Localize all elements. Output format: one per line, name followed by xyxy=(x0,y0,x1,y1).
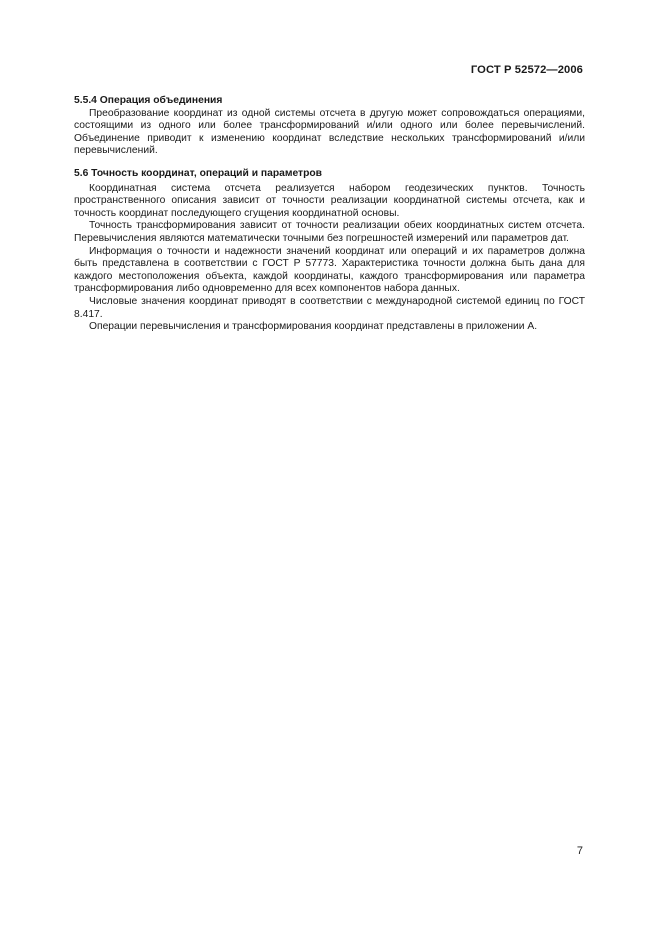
paragraph-5-6-4: Числовые значения координат приводят в соответствии с международной системой единиц по ГОСТ 8.417. xyxy=(74,295,585,320)
paragraph-5-6-5: Операции перевычисления и трансформирования координат представлены в приложении А. xyxy=(89,321,538,333)
paragraph-5-6-2: Точность трансформирования зависит от точности реализации обеих координатных систем отсчета. Перевычисления являются математически точными без погрешностей измерений или параметров дат. xyxy=(74,220,585,244)
paragraph-5-5-4-1: Преобразование координат из одной системы отсчета в другую может сопровождаться операциями, состоящими из одного или более трансформирований и/или одного или более перевычислений. Объединение приводит к изменению координат вследствие нескольких трансформирований и/или перевычислений. xyxy=(74,107,585,157)
paragraph-5-6-3: Информация о точности и надежности значений координат или операций и их параметров должна быть представлена в соответствии с ГОСТ Р 57773. Характеристика точности должна быть дана для каждого местоположения объекта, каждой координаты, каждого трансформирования или параметра трансформирования либо одновременно для всех компонентов набора данных. xyxy=(74,245,585,295)
document-header-id: ГОСТ Р 52572—2006 xyxy=(470,64,583,76)
section-spacer xyxy=(74,158,585,168)
document-body xyxy=(74,95,585,334)
section-heading-5-6: 5.6 Точность координат, операций и параметров xyxy=(74,167,323,179)
paragraph-5-6-1: Координатная система отсчета реализуется набором геодезических пунктов. Точность пространственного описания зависит от точности реализации координатной системы отсчета, как и точность координат последующего сгущения координатной основы. xyxy=(74,182,585,219)
page-number: 7 xyxy=(576,845,583,857)
section-heading-5-5-4: 5.5.4 Операция объединения xyxy=(74,95,223,106)
